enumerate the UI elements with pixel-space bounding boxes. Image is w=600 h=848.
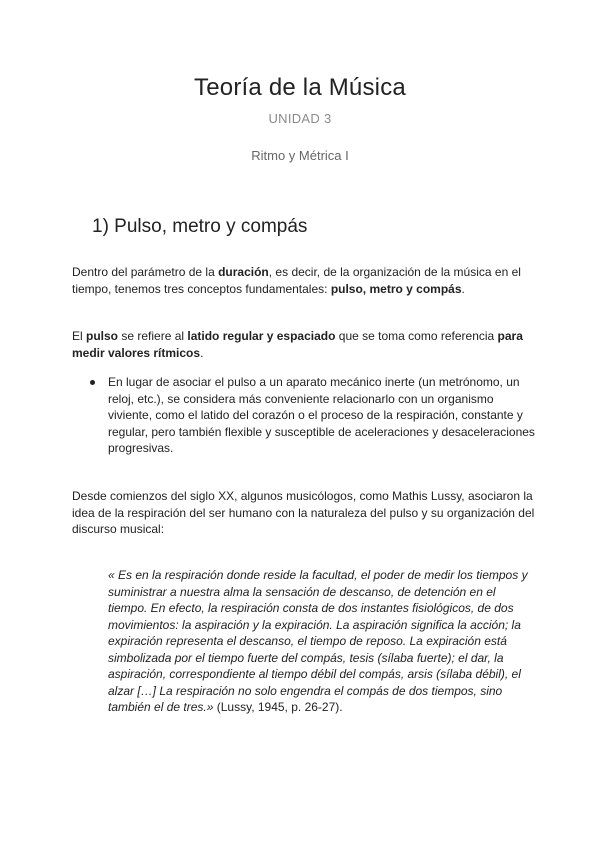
quote-text: « Es en la respiración donde reside la facultad, el poder de medir los tiempos y suministrar a nuestra alma la sensación de descanso, de detención en el tiempo. En efecto, la respiración consta de dos instantes fisiológicos, de dos movimientos: la aspiración y la expiración. La aspiración significa la acción; la expiración representa el descanso, el tiempo de reposo. La expiración está simbolizada por el tiempo fuerte del compás, tesis (sílaba fuerte); el dar, la aspiración, correspondiente al tiempo débil del compás, arsis (sílaba débil), el alzar […] La respiración no solo engendra el compás de dos tiempos, sino también el de tres.» bbox=[108, 568, 528, 714]
quote-citation: (Lussy, 1945, p. 26-27). bbox=[213, 700, 343, 714]
text-run: El bbox=[72, 329, 87, 343]
text-run: se refiere al bbox=[118, 329, 188, 343]
text-run: Dentro del parámetro de la bbox=[72, 265, 219, 279]
bold-term: para medir valores rítmicos bbox=[72, 329, 523, 360]
bold-term: latido regular y espaciado bbox=[187, 329, 336, 343]
text-run: que se toma como referencia bbox=[335, 329, 498, 343]
bold-term: pulso, metro y compás bbox=[330, 281, 462, 296]
text-run: . bbox=[200, 345, 204, 360]
document-title: Teoría de la Música bbox=[194, 74, 406, 101]
bullet-list bbox=[88, 374, 540, 457]
bullet-icon bbox=[90, 380, 95, 385]
text-run: . bbox=[461, 281, 465, 296]
text-run: , es decir, de la organización de la música en el tiempo, tenemos tres conceptos fundamentales: bbox=[72, 265, 521, 296]
paragraph-pulse bbox=[72, 328, 542, 361]
bold-term: duración bbox=[218, 265, 269, 279]
bullet-text: En lugar de asociar el pulso a un aparato mecánico inerte (un metrónomo, un reloj, etc.), se considera más conveniente relacionarlo con un organismo viviente, como el latido del corazón o el proceso de la respiración, constante y regular, pero también flexible y susceptible de aceleraciones y desaceleraciones progresivas. bbox=[108, 375, 535, 455]
bold-term: pulso bbox=[86, 329, 119, 343]
section-heading: 1) Pulso, metro y compás bbox=[92, 216, 308, 237]
list-item bbox=[88, 374, 540, 457]
block-quote bbox=[108, 567, 538, 716]
paragraph-lussy: Desde comienzos del siglo XX, algunos musicólogos, como Mathis Lussy, asociaron la idea de la respiración del ser humano con la naturaleza del pulso y su organización del discurso musical: bbox=[72, 489, 535, 536]
document-subtitle: Ritmo y Métrica I bbox=[251, 148, 349, 163]
unit-label: UNIDAD 3 bbox=[268, 111, 332, 126]
paragraph-duration bbox=[72, 264, 542, 297]
